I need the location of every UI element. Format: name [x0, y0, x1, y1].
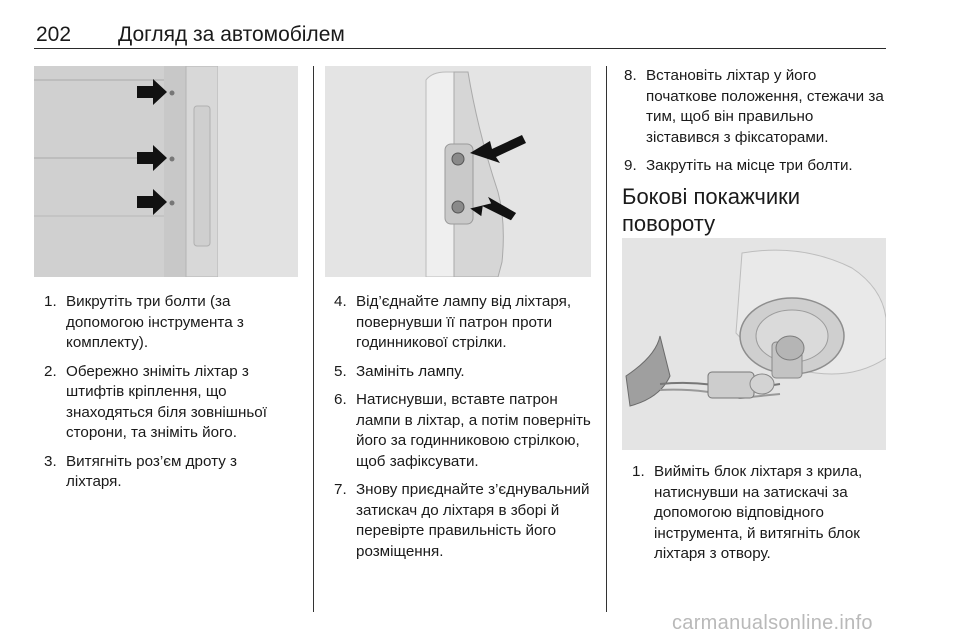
section-title: Бокові покажчики повороту [622, 184, 801, 236]
steps-list-column-3-bottom [632, 462, 888, 573]
list-item: 1. Вийміть блок ліхтаря з крила, натиснувши на затискачі за допомогою відповідного інструмента, й витягніть блок ліхтаря з отвору. [632, 463, 863, 562]
figure-side-indicator [622, 238, 886, 450]
page-number: 202 [36, 23, 72, 46]
column-divider-1 [313, 66, 314, 612]
list-item: 5. Замініть лампу. [334, 362, 465, 380]
list-item: 6. Натиснувши, вставте патрон лампи в ліхтар, а потім поверніть його за годинниковою стрілкою, щоб зафіксувати. [334, 391, 591, 470]
list-item: 1. Викрутіть три болти (за допомогою інструмента з комплекту). [44, 293, 244, 351]
watermark: carmanualsonline.info [672, 612, 873, 634]
list-item: 8. Встановіть ліхтар у його початкове положення, стежачи за тим, щоб він правильно зіставився з фіксаторами. [624, 67, 884, 146]
list-item: 7. Знову приєднайте з’єднувальний затискач до ліхтаря в зборі й перевірте правильність його розміщення. [334, 481, 590, 560]
steps-list-column-2 [334, 292, 594, 570]
page-title: Догляд за автомобілем [118, 23, 345, 46]
page-header [34, 22, 886, 49]
list-item: 9. Закрутіть на місце три болти. [624, 157, 853, 174]
list-item: 3. Витягніть роз’єм дроту з ліхтаря. [44, 452, 237, 490]
list-item: 2. Обережно зніміть ліхтар з штифтів кріплення, що знаходяться біля зовнішньої сторони, та зніміть його. [44, 362, 267, 441]
steps-list-column-3-top [624, 66, 886, 185]
figure-lamp-socket [325, 66, 591, 277]
column-divider-2 [606, 66, 607, 612]
figure-tail-lamp-bolts [34, 66, 298, 277]
list-item: 4. Від’єднайте лампу від ліхтаря, повернувши її патрон проти годинникової стрілки. [334, 293, 572, 351]
steps-list-column-1 [44, 292, 296, 501]
